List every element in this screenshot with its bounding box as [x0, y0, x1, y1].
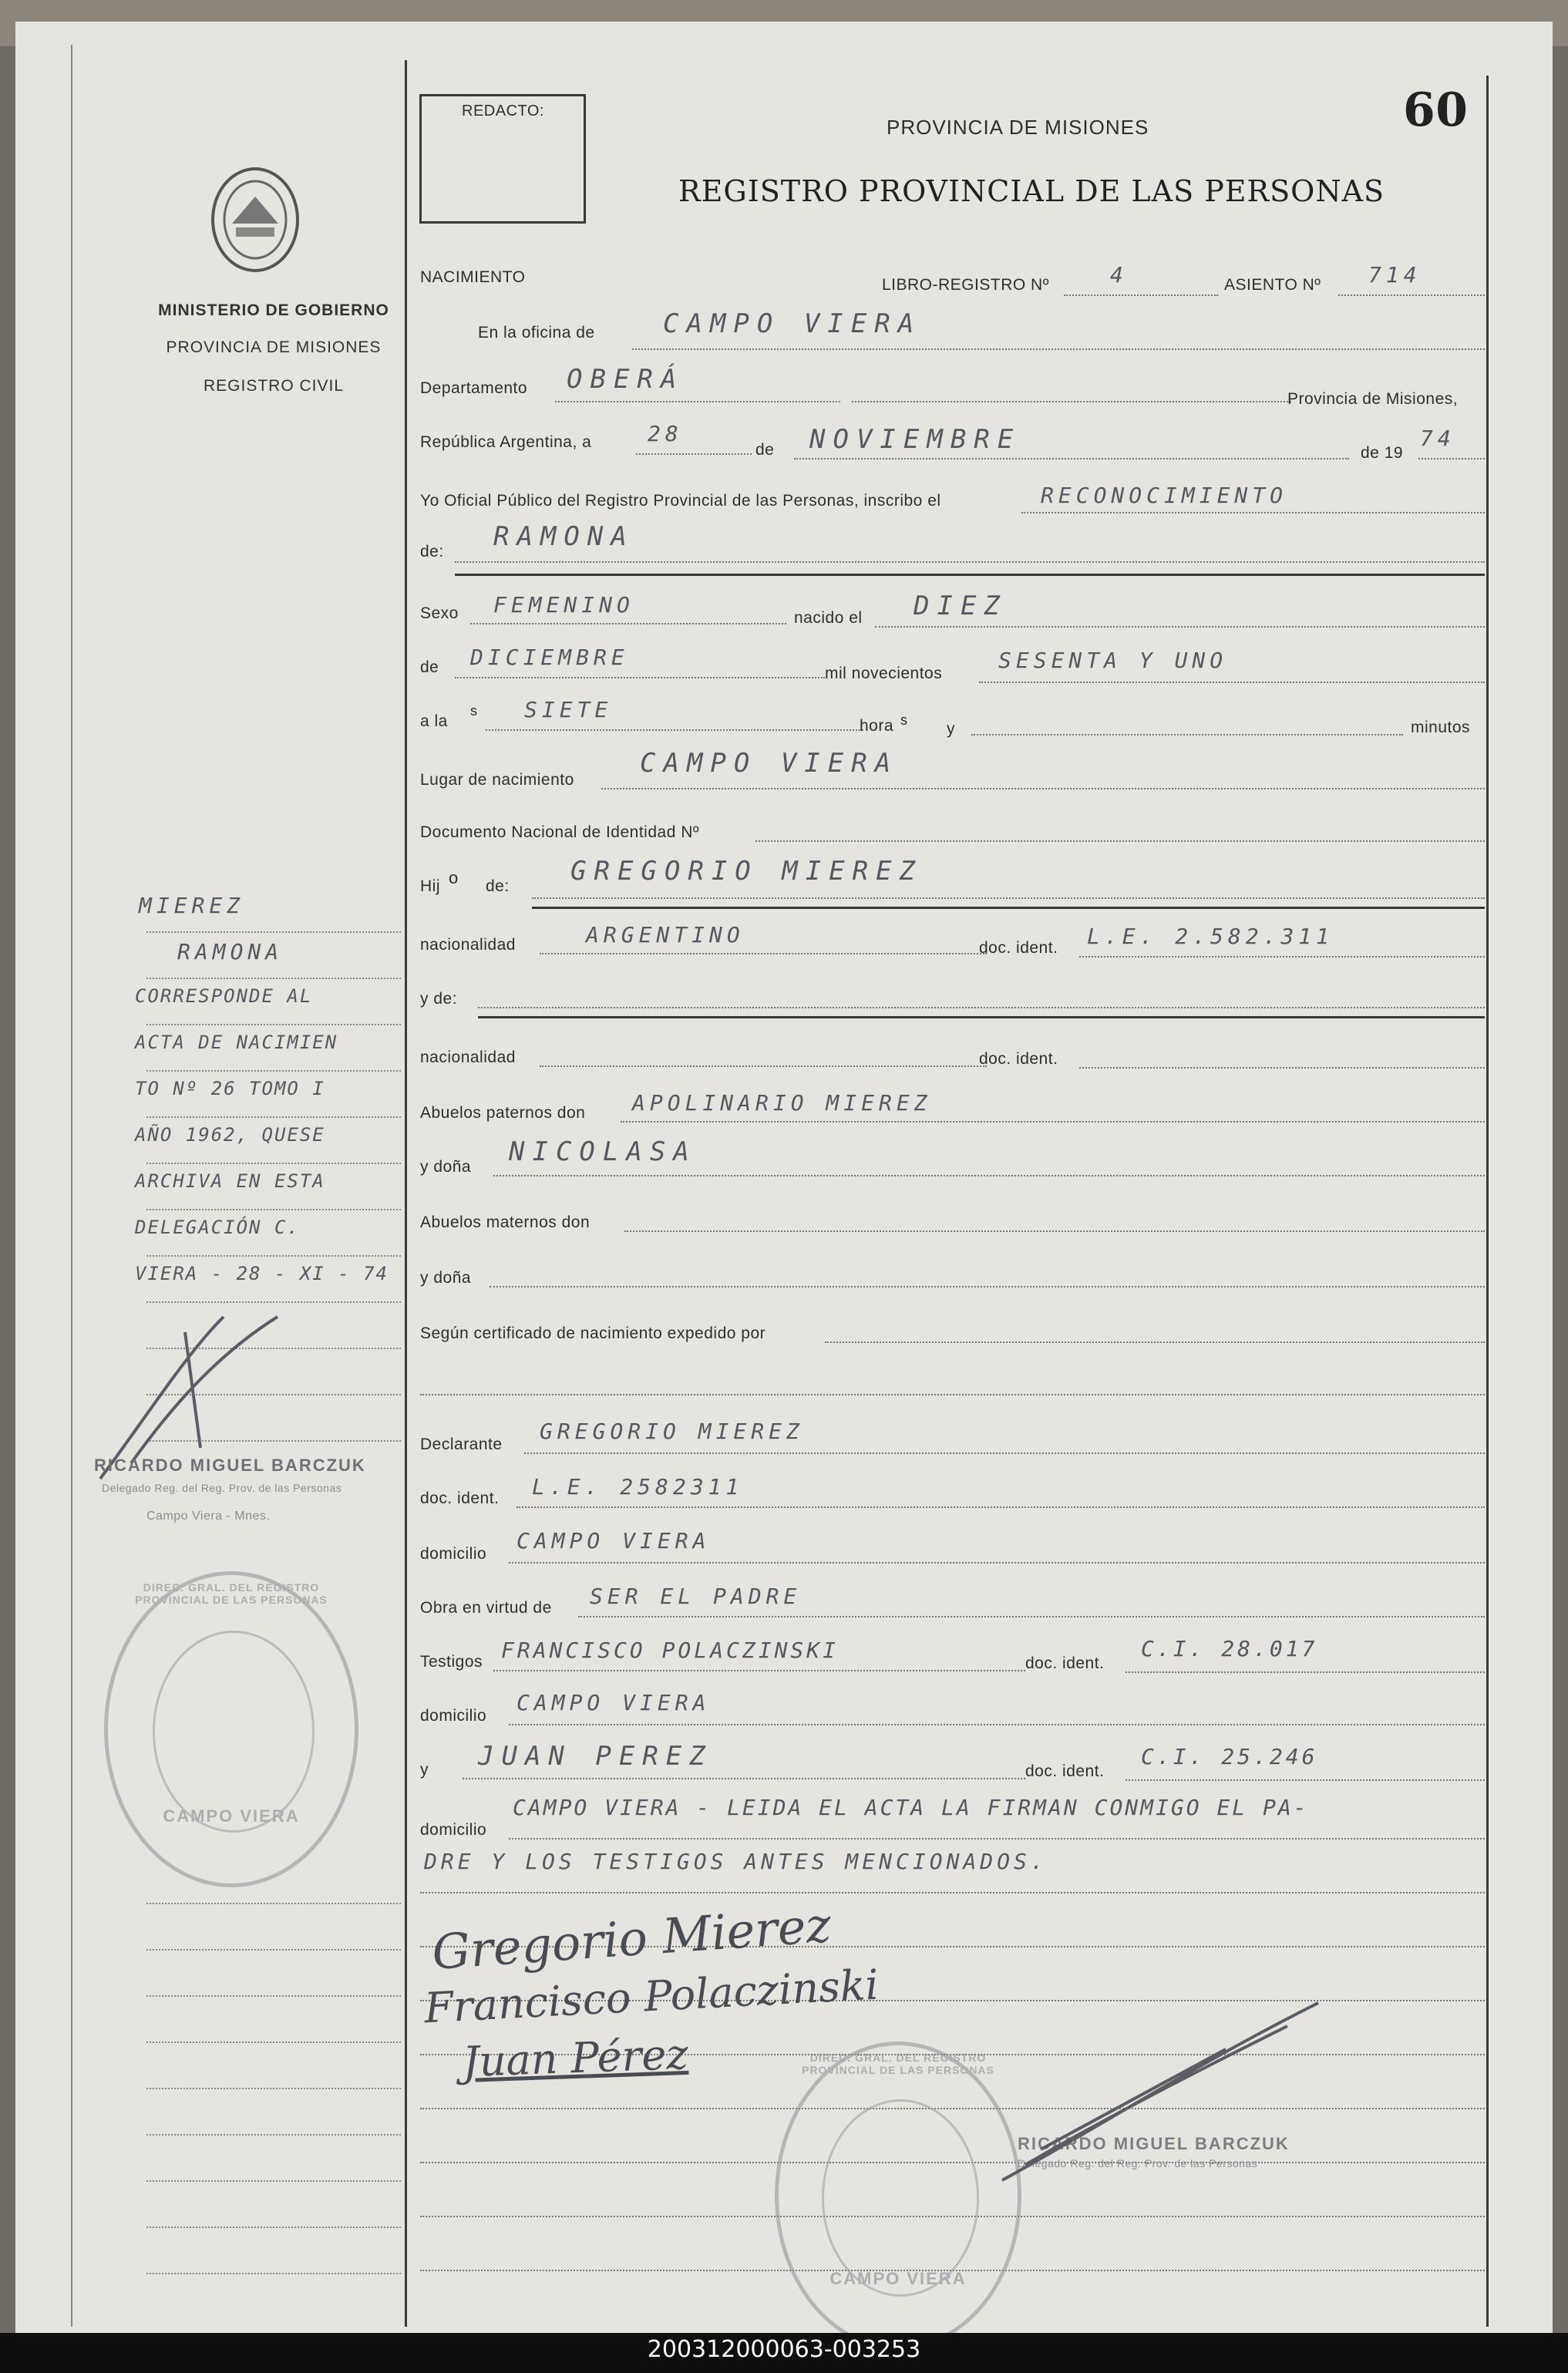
province-header: PROVINCIA DE MISIONES: [887, 116, 1149, 139]
abuelos-p-label: Abuelos paternos don: [420, 1104, 586, 1122]
left-page-edge: [71, 45, 72, 2327]
round-stamp-right-text: DIREC. GRAL. DEL REGISTRO PROVINCIAL DE LAS PERSONAS: [802, 2052, 994, 2076]
departamento-label: Departamento: [420, 379, 528, 397]
year2-value: SESENTA Y UNO: [998, 648, 1228, 673]
domicilio-label: domicilio: [420, 1545, 487, 1563]
margin-note-line-5: TO Nº 26 TOMO I: [135, 1078, 325, 1099]
republica-label: República Argentina, a: [420, 433, 592, 451]
minutos-label: minutos: [1411, 719, 1471, 736]
nacionalidad-label: nacionalidad: [420, 936, 516, 954]
official-name-left: RICARDO MIGUEL BARCZUK: [94, 1456, 366, 1475]
de2-label: de: [420, 658, 439, 676]
domicilio3-label: domicilio: [420, 1821, 487, 1839]
nacido-label: nacido el: [794, 609, 863, 627]
testigo1-doc: C.I. 28.017: [1141, 1636, 1318, 1661]
de3-label: de:: [486, 877, 510, 895]
hora-value: SIETE: [524, 697, 613, 722]
obra-label: Obra en virtud de: [420, 1599, 552, 1617]
registry-label: REGISTRO CIVIL: [203, 377, 345, 395]
year-prefix: de 19: [1361, 444, 1404, 462]
asiento-label: ASIENTO Nº: [1224, 276, 1321, 294]
nacionalidad-value: ARGENTINO: [586, 922, 745, 948]
domicilio-value: CAMPO VIERA: [516, 1528, 711, 1553]
ministry-label: MINISTERIO DE GOBIERNO: [158, 301, 389, 319]
round-stamp-right: [775, 2041, 1021, 2350]
signature-juan: Juan Pérez: [461, 2029, 689, 2087]
redacto-box: [419, 94, 586, 224]
province-label: PROVINCIA DE MISIONES: [166, 338, 382, 356]
segun-label: Según certificado de nacimiento expedido por: [420, 1325, 766, 1342]
libro-value: 4: [1110, 262, 1128, 288]
margin-note-line-3: CORRESPONDE AL: [135, 985, 313, 1007]
signature-gregorio: Gregorio Mierez: [430, 1897, 833, 1981]
oficina-value: CAMPO VIERA: [663, 308, 922, 339]
y-label: y: [947, 720, 955, 738]
ydona2-label: y doña: [420, 1269, 472, 1287]
mil-label: mil novecientos: [825, 665, 943, 682]
margin-note-line-1: MIEREZ: [139, 893, 245, 918]
lugar-value: CAMPO VIERA: [640, 748, 899, 779]
abuela-p-value: NICOLASA: [509, 1136, 697, 1167]
provincia-suffix: Provincia de Misiones,: [1287, 390, 1459, 408]
margin-note-line-9: VIERA - 28 - XI - 74: [135, 1263, 389, 1284]
provincial-seal: [205, 162, 305, 278]
abuelo-p-value: APOLINARIO MIEREZ: [632, 1090, 932, 1116]
de-label: de: [755, 441, 775, 459]
left-border-line: [405, 60, 407, 2327]
hij-suffix: o: [449, 868, 459, 887]
testigo2-doc: C.I. 25.246: [1141, 1744, 1318, 1769]
official-place-left: Campo Viera - Mnes.: [146, 1510, 271, 1523]
official-signature-right: [994, 1995, 1334, 2196]
horas-s: s: [900, 712, 908, 728]
ydona-label: y doña: [420, 1158, 472, 1176]
yde-label: y de:: [420, 990, 458, 1008]
official-name-right: RICARDO MIGUEL BARCZUK: [1018, 2134, 1290, 2153]
father-rule: [532, 907, 1485, 909]
doc-ident3-label: doc. ident.: [420, 1489, 500, 1507]
name-rule: [455, 574, 1485, 576]
official-title-left: Delegado Reg. del Reg. Prov. de las Personas: [102, 1482, 342, 1494]
round-stamp-left-center: CAMPO VIERA: [163, 1806, 300, 1826]
declarante-value: GREGORIO MIEREZ: [540, 1419, 804, 1444]
year-value: 74: [1420, 426, 1455, 451]
margin-note-line-6: AÑO 1962, QUESE: [135, 1124, 325, 1146]
footer-id: 200312000063-003253: [647, 2336, 921, 2363]
closing-line2: DRE Y LOS TESTIGOS ANTES MENCIONADOS.: [424, 1849, 1048, 1874]
de-colon-label: de:: [420, 543, 444, 560]
right-border-line: [1486, 76, 1489, 2327]
asiento-value: 714: [1368, 262, 1422, 288]
margin-note-line-4: ACTA DE NACIMIEN: [135, 1032, 338, 1053]
margin-note-line-7: ARCHIVA EN ESTA: [135, 1170, 325, 1192]
mother-rule: [478, 1016, 1485, 1018]
oficial-label: Yo Oficial Público del Registro Provincial de las Personas, inscribo el: [420, 492, 941, 510]
testigo1-value: FRANCISCO POLACZINSKI: [501, 1638, 840, 1663]
hij-label: Hij: [420, 877, 440, 895]
page-number: 60: [1403, 83, 1469, 137]
document-page: [15, 22, 1553, 2333]
day-value: 28: [648, 421, 683, 446]
oficina-label: En la oficina de: [478, 324, 595, 342]
declarante-label: Declarante: [420, 1436, 503, 1453]
domicilio2-value: CAMPO VIERA: [516, 1690, 711, 1715]
register-title: REGISTRO PROVINCIAL DE LAS PERSONAS: [678, 174, 1385, 208]
lugar-label: Lugar de nacimiento: [420, 771, 574, 789]
abuelos-m-label: Abuelos maternos don: [420, 1213, 591, 1231]
declarante-doc-value: L.E. 2582311: [532, 1474, 744, 1500]
departamento-value: OBERÁ: [567, 364, 685, 395]
doc-ident-label: doc. ident.: [979, 939, 1058, 957]
doc-ident2-label: doc. ident.: [979, 1050, 1058, 1068]
testigo2-value: JUAN PEREZ: [478, 1741, 713, 1772]
domicilio2-label: domicilio: [420, 1707, 487, 1725]
ala-s: s: [470, 703, 478, 719]
month-value: NOVIEMBRE: [809, 424, 1021, 455]
official-title-right: Delegado Reg. del Reg. Prov. de las Personas: [1018, 2157, 1258, 2169]
father-doc-value: L.E. 2.582.311: [1087, 924, 1334, 949]
libro-label: LIBRO-REGISTRO Nº: [882, 276, 1049, 294]
act-type-label: NACIMIENTO: [420, 268, 526, 286]
nacido-value: DIEZ: [914, 591, 1008, 621]
inscribo-value: RECONOCIMIENTO: [1041, 483, 1288, 508]
sexo-value: FEMENINO: [493, 592, 634, 618]
doc-ident4-label: doc. ident.: [1025, 1654, 1105, 1672]
father-value: GREGORIO MIEREZ: [570, 856, 924, 887]
round-stamp-left-text: DIREC. GRAL. DEL REGISTRO PROVINCIAL DE LAS PERSONAS: [135, 1581, 328, 1606]
y2-label: y: [420, 1761, 429, 1779]
margin-note-line-2: RAMONA: [177, 939, 284, 964]
round-stamp-right-center: CAMPO VIERA: [829, 2269, 967, 2288]
ala-label: a la: [420, 712, 448, 730]
dni-label: Documento Nacional de Identidad Nº: [420, 823, 700, 841]
margin-note-line-8: DELEGACIÓN C.: [135, 1217, 300, 1238]
name-value: RAMONA: [493, 521, 634, 552]
testigos-label: Testigos: [420, 1653, 483, 1671]
sexo-label: Sexo: [420, 604, 459, 622]
round-stamp-left: [104, 1571, 358, 1887]
redacto-label: REDACTO:: [462, 103, 544, 119]
signature-francisco: Francisco Polaczinski: [422, 1960, 880, 2033]
month2-value: DICIEMBRE: [470, 645, 629, 670]
obra-value: SER EL PADRE: [590, 1584, 802, 1609]
nacionalidad2-label: nacionalidad: [420, 1048, 516, 1066]
doc-ident5-label: doc. ident.: [1025, 1762, 1105, 1780]
horas-label: hora: [860, 717, 894, 735]
closing-line1: CAMPO VIERA - LEIDA EL ACTA LA FIRMAN CONMIGO EL PA-: [513, 1795, 1309, 1820]
